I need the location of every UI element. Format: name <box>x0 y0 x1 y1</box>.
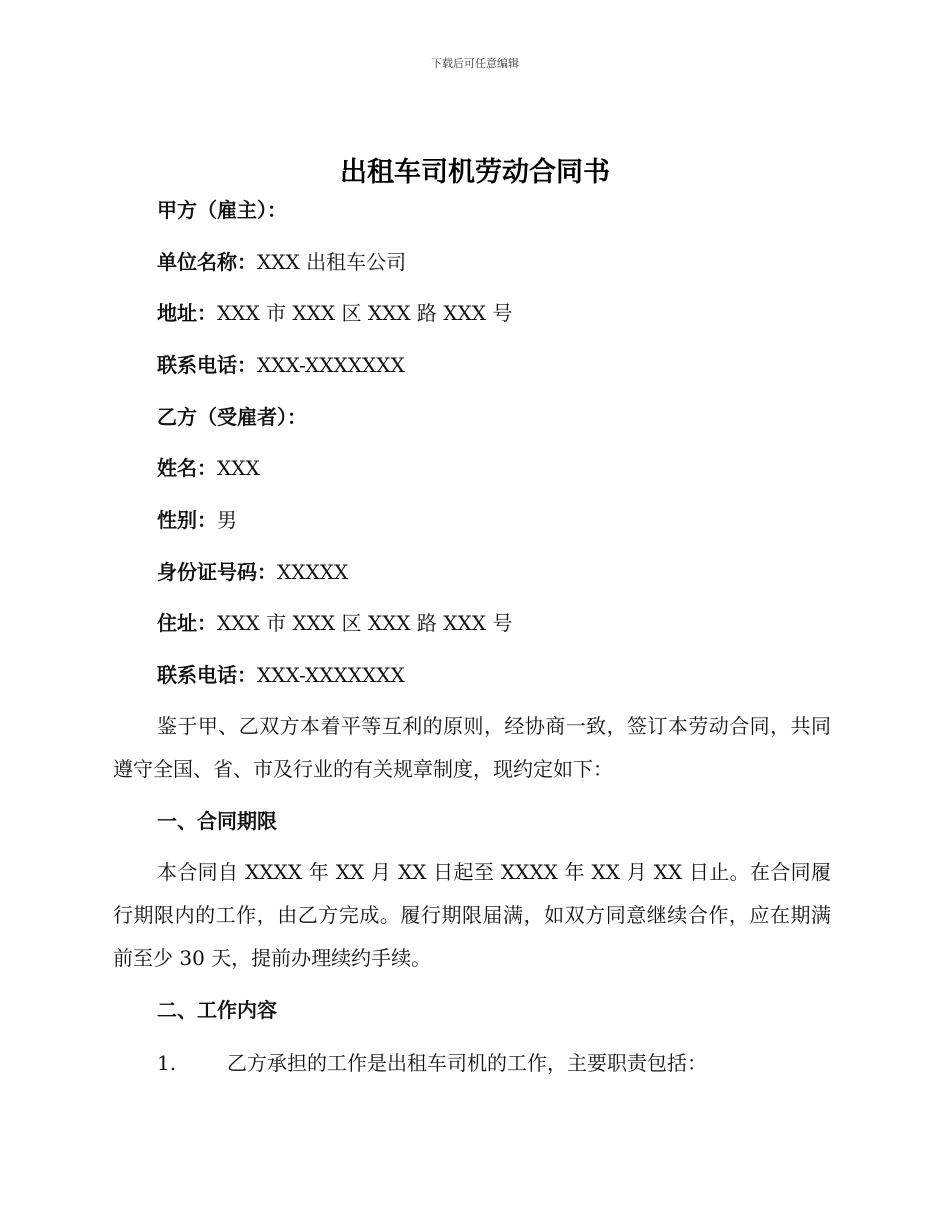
field-value: XXX 市 XXX 区 XXX 路 XXX 号 <box>217 301 513 325</box>
section-heading-work: 二、工作内容 <box>157 998 277 1022</box>
list-number: 1. <box>157 1051 177 1075</box>
section-body-term: 本合同自 XXXX 年 XX 月 XX 日起至 XXXX 年 XX 月 XX 日止。在合同履行期限内的工作，由乙方完成。履行期限届满，如双方同意继续合作，应在期满前至少 30 天，提前办理续约手续。 <box>113 860 831 970</box>
party-b-heading: 乙方（受雇者）： <box>157 405 307 429</box>
field-value: XXX-XXXXXXX <box>257 353 405 377</box>
party-a-company-row <box>157 249 406 275</box>
party-a-phone-row <box>157 352 405 378</box>
header-note: 下载后可任意编辑 <box>431 57 519 70</box>
field-label: 身份证号码： <box>157 560 277 584</box>
field-label: 姓名： <box>157 456 217 480</box>
field-label: 联系电话： <box>157 663 257 687</box>
field-value: XXX <box>217 456 260 480</box>
party-b-address-row <box>157 610 512 636</box>
field-value: XXX-XXXXXXX <box>257 663 405 687</box>
field-label: 性别： <box>157 508 217 532</box>
document-title: 出租车司机劳动合同书 <box>340 157 610 188</box>
field-label: 地址： <box>157 301 217 325</box>
field-label: 单位名称： <box>157 250 257 274</box>
party-b-phone-row <box>157 662 405 688</box>
party-b-name-row <box>157 455 260 481</box>
field-value: 男 <box>217 508 237 532</box>
party-a-address-row <box>157 300 512 326</box>
party-b-gender-row <box>157 507 237 533</box>
list-item <box>157 1050 707 1076</box>
party-b-id-row <box>157 559 348 585</box>
field-label: 住址： <box>157 611 217 635</box>
list-text: 乙方承担的工作是出租车司机的工作，主要职责包括： <box>227 1051 707 1075</box>
field-value: XXXXX <box>277 560 349 584</box>
section-heading-term: 一、合同期限 <box>157 809 277 833</box>
field-label: 联系电话： <box>157 353 257 377</box>
field-value: XXX 出租车公司 <box>257 250 407 274</box>
preamble-paragraph: 鉴于甲、乙双方本着平等互利的原则，经协商一致，签订本劳动合同，共同遵守全国、省、市及行业的有关规章制度，现约定如下： <box>113 714 831 781</box>
field-value: XXX 市 XXX 区 XXX 路 XXX 号 <box>217 611 513 635</box>
party-a-heading: 甲方（雇主）： <box>157 198 287 222</box>
